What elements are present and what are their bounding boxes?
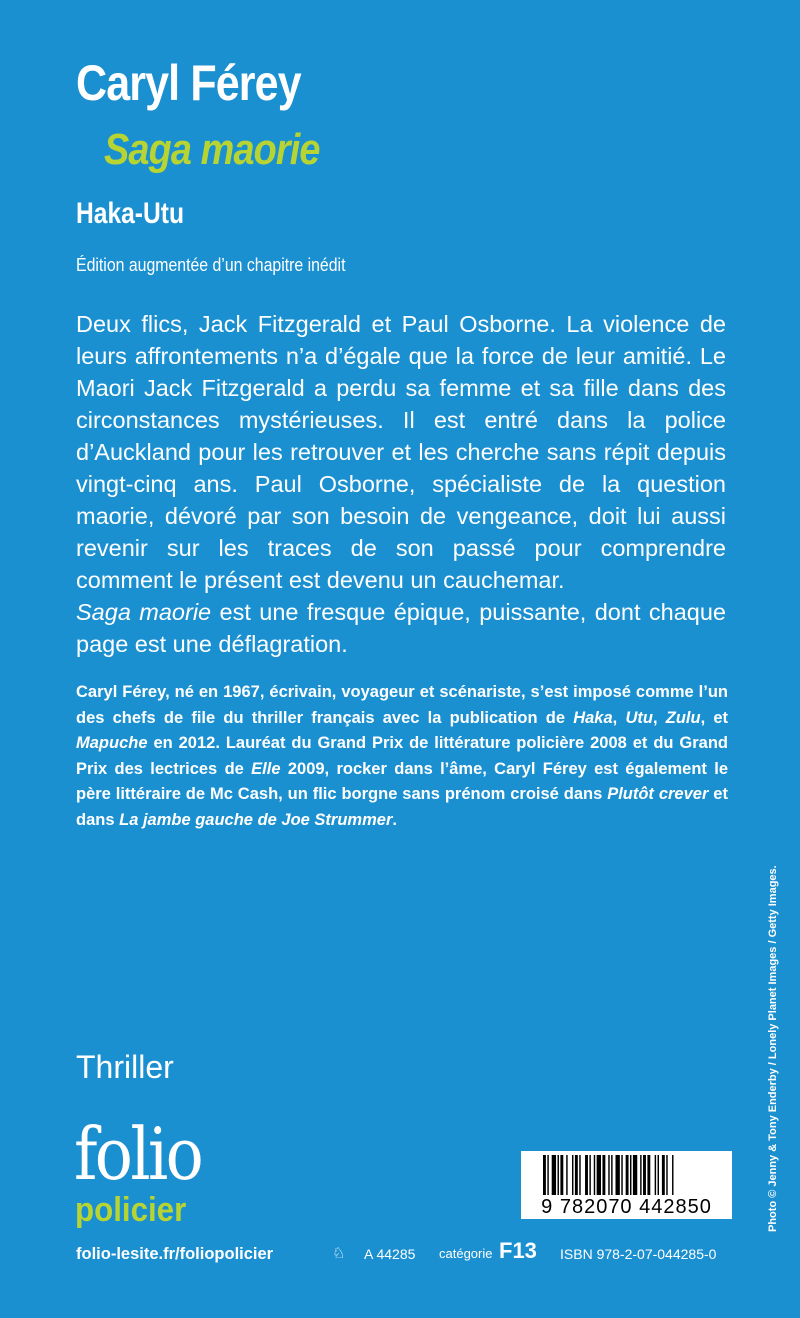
policier-logo: policier [75, 1191, 187, 1229]
publisher-emblem-icon: ♘ [332, 1245, 346, 1262]
barcode-bar [658, 1155, 659, 1195]
barcode-bar [597, 1155, 601, 1195]
bio-sep-3: , et [700, 708, 729, 727]
barcode-bar [602, 1155, 605, 1195]
barcode-bar [616, 1155, 620, 1195]
website-link[interactable]: folio-lesite.fr/foliopolicier [76, 1245, 274, 1263]
blurb-title-italic: Saga maorie [76, 599, 212, 625]
barcode-bar [640, 1155, 641, 1195]
barcode-bar [560, 1155, 563, 1195]
barcode-bar [611, 1155, 612, 1195]
folio-logo: folio [74, 1112, 202, 1196]
bio-title-plutot: Plutôt crever [607, 785, 709, 803]
blurb-closing [76, 596, 726, 660]
barcode-bar [575, 1155, 578, 1195]
bio-title-utu: Utu [625, 708, 653, 727]
barcode-bar [585, 1155, 588, 1195]
barcode-bar [643, 1155, 646, 1195]
series-title: Saga maorie [104, 125, 320, 174]
bio-title-jambe: La jambe gauche de Joe Strummer [119, 810, 393, 829]
barcode-bar [608, 1155, 609, 1195]
bio-part-3: 2009, rocker dans l’âme, Caryl Férey est également le père littéraire de Mc Cash, un flic borgne sans prénom croisé dans [76, 759, 729, 803]
barcode-bar [579, 1155, 580, 1195]
barcode-digits: 9 782070 442850 [541, 1196, 712, 1218]
barcode-bar [672, 1155, 673, 1195]
barcode-bar [655, 1155, 656, 1195]
edition-note: Édition augmentée d’un chapitre inédit [76, 255, 346, 275]
isbn: ISBN 978-2-07-044285-0 [560, 1246, 717, 1262]
barcode-bars [521, 1151, 732, 1197]
book-subtitle: Haka-Utu [76, 197, 184, 230]
bio-sep-1: , [612, 708, 626, 727]
bio-title-zulu: Zulu [665, 708, 701, 727]
photo-credit: Photo © Jenny & Tony Enderby / Lonely Planet Images / Getty Images. [767, 865, 779, 1232]
barcode-bar [572, 1155, 573, 1195]
barcode-bar [626, 1155, 629, 1195]
blurb-end: est une fresque épique, puissante, dont chaque page est une déflagration. [76, 599, 726, 657]
barcode-bar [543, 1155, 546, 1195]
blurb-main: Deux flics, Jack Fitzgerald et Paul Osborne. La violence de leurs affrontements n’a d’égale que la force de leur amitié. Le Maori Jack Fitzgerald a perdu sa femme et sa fille dans des circonstances mystérieuses. Il est entré dans la police d’Auckland pour les retrouver et les cherche sans répit depuis vingt-cinq ans. Paul Osborne, spécialiste de la question maorie, dévoré par son besoin de vengeance, doit lui aussi revenir sur les traces de son passé pour comprendre comment le présent est devenu un cauchemar. [76, 311, 726, 593]
author-name: Caryl Férey [76, 55, 301, 111]
bio-part-2: en 2012. Lauréat du Grand Prix de littérature policière 2008 et du Grand Prix des lectrices de [76, 734, 728, 778]
author-bio [76, 680, 728, 833]
barcode-bar [589, 1155, 590, 1195]
category-code: F13 [499, 1238, 537, 1263]
barcode-bar [552, 1155, 556, 1195]
footer-line [76, 1238, 736, 1265]
barcode-bar [666, 1155, 667, 1195]
barcode-bar [647, 1155, 650, 1195]
bio-title-mapuche: Mapuche [76, 734, 148, 752]
barcode-bar [558, 1155, 559, 1195]
barcode-bar [566, 1155, 567, 1195]
bio-title-haka: Haka [573, 708, 613, 727]
barcode-bar [547, 1155, 548, 1195]
blurb [76, 308, 726, 660]
genre-label: Thriller [76, 1049, 174, 1085]
category-label: catégorie [439, 1246, 493, 1261]
bio-part-5: . [392, 810, 397, 829]
barcode-bar [621, 1155, 622, 1195]
barcode-bar [633, 1155, 637, 1195]
barcode-bar [594, 1155, 595, 1195]
bio-part-1: Caryl Férey, né en 1967, écrivain, voyageur et scénariste, s’est imposé comme l’un des chefs de file du thriller français avec la publication de [76, 683, 728, 727]
bio-title-elle: Elle [251, 759, 281, 778]
reference-number: A 44285 [364, 1246, 416, 1262]
bio-sep-2: , [652, 708, 666, 727]
barcode-bar [630, 1155, 631, 1195]
barcode [521, 1151, 732, 1219]
barcode-bar [662, 1155, 665, 1195]
bio-part-4: et dans [76, 785, 728, 829]
